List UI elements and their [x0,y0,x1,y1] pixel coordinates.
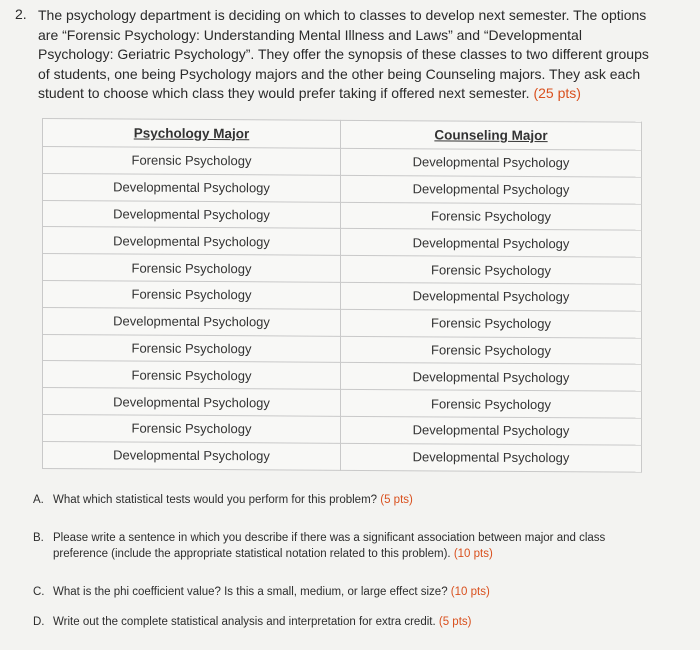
counseling-major-cell: Developmental Psychology [341,229,642,258]
counseling-major-cell: Developmental Psychology [341,148,642,177]
table-row [43,388,642,418]
subquestion-a [33,492,633,508]
question-text [38,6,658,104]
psychology-major-cell: Developmental Psychology [43,227,341,256]
subquestion-points: (5 pts) [438,616,472,628]
psychology-major-cell: Forensic Psychology [43,334,341,363]
psychology-major-cell: Developmental Psychology [43,441,341,470]
counseling-major-cell: Forensic Psychology [341,336,642,365]
question-number: 2. [15,6,27,22]
table-body [43,147,642,472]
psychology-major-cell: Developmental Psychology [43,307,341,336]
subquestion-text: Please write a sentence in which you describe if there was a significant association between major and class preference (include the appropriate statistical notation related to this problem). [53,532,606,560]
subquestion-text: What which statistical tests would you perform for this problem? [53,494,378,506]
counseling-major-cell: Developmental Psychology [341,443,642,472]
table-row [43,280,642,310]
psychology-major-cell: Developmental Psychology [43,388,341,417]
subquestion-c [33,584,633,600]
psychology-major-cell: Forensic Psychology [43,361,341,390]
subquestion-letter: A. [33,494,44,506]
table-row [43,227,642,257]
subquestion-points: (10 pts) [453,548,493,560]
counseling-major-cell: Developmental Psychology [341,175,642,204]
counseling-major-cell: Developmental Psychology [341,416,642,445]
subquestion-letter: B. [33,532,44,544]
table-row [43,414,642,444]
counseling-major-cell: Forensic Psychology [341,256,642,285]
question-body: The psychology department is deciding on which to classes to develop next semester. The options are “Forensic Psychology: Understanding Mental Illness and Laws” and “Developmental Psychology: Geriatric Psychology”. They offer the synopsis of these classes to two different groups of students, one being Psychology majors and the other being Counseling majors. They ask each student to choose which class they would prefer taking if offered next semester. [38,7,649,102]
psychology-major-cell: Forensic Psychology [43,147,341,176]
psychology-major-cell: Forensic Psychology [43,414,341,443]
counseling-major-cell: Forensic Psychology [341,309,642,338]
question-points: (25 pts) [533,85,581,102]
psychology-major-cell: Developmental Psychology [43,173,341,202]
counseling-major-cell: Developmental Psychology [341,363,642,392]
subquestion-letter: D. [33,616,45,628]
header-psychology-major: Psychology Major [43,119,341,149]
subquestion-text: Write out the complete statistical analysis and interpretation for extra credit. [53,616,436,628]
counseling-major-cell: Forensic Psychology [341,389,642,418]
subquestion-d [33,614,633,630]
header-counseling-major: Counseling Major [341,120,642,150]
table-row [43,147,642,177]
table-row [43,334,642,364]
subquestion-letter: C. [33,586,45,598]
psychology-major-cell: Forensic Psychology [43,280,341,309]
counseling-major-cell: Developmental Psychology [341,282,642,311]
table-row [43,307,642,337]
subquestion-points: (5 pts) [380,494,413,506]
subquestion-b [33,530,633,562]
table-row [43,173,642,203]
subquestion-text: What is the phi coefficient value? Is this a small, medium, or large effect size? [53,586,448,598]
counseling-major-cell: Forensic Psychology [341,202,642,231]
table-row [43,200,642,230]
table-row [43,361,642,391]
table-row [43,254,642,284]
psychology-major-cell: Developmental Psychology [43,200,341,229]
subquestion-points: (10 pts) [450,586,490,598]
table-row [43,441,642,471]
table-header-row [43,119,642,151]
psychology-major-cell: Forensic Psychology [43,254,341,283]
data-table [42,118,642,472]
